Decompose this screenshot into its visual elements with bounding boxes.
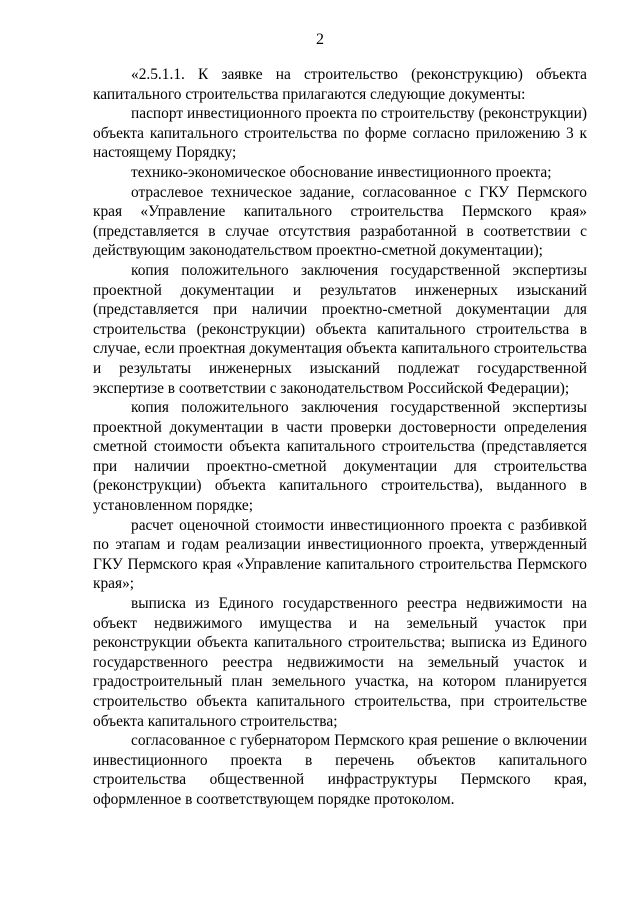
paragraph-intro: «2.5.1.1. К заявке на строительство (реконструкцию) объекта капитального строительства прилагаются следующие документы: (93, 66, 587, 103)
paragraph-registry-extract: выписка из Единого государственного реестра недвижимости на объект недвижимого имущества и на земельный участок при реконструкции объекта капитального строительства; выписка из Единого государственного реестра недвижимости на земельный участок и градостроительный план земельного участка, на котором планируется строительство объекта капитального строительства, при строительстве объекта капитального строительства; (93, 595, 587, 730)
paragraph-cost-calculation: расчет оценочной стоимости инвестиционного проекта с разбивкой по этапам и годам реализации инвестиционного проекта, утвержденный ГКУ Пермского края «Управление капитального строительства Пермского края»; (93, 516, 587, 593)
paragraph-passport: паспорт инвестиционного проекта по строительству (реконструкции) объекта капитального строительства по форме согласно приложению 3 к настоящему Порядку; (93, 105, 587, 162)
paragraph-technical-task: отраслевое техническое задание, согласованное с ГКУ Пермского края «Управление капитального строительства Пермского края» (представляется в случае отсутствия разработанной в соответствии с действующим законодательством проектно-сметной документации); (93, 183, 587, 260)
paragraph-feasibility: технико-экономическое обоснование инвестиционного проекта; (131, 163, 552, 181)
paragraph-estimate-expertise: копия положительного заключения государственной экспертизы проектной документации в части проверки достоверности определения сметной стоимости объекта капитального строительства (представляется при наличии проектно-сметной документации для строительства (реконструкции) объекта капитального строительства), выданного в установленном порядке; (93, 399, 587, 515)
paragraph-expertise-copy: копия положительного заключения государственной экспертизы проектной документации и результатов инженерных изысканий (представляется при наличии проектно-сметной документации для строительства (реконструкции) объекта капитального строительства в случае, если проектная документация объекта капитального строительства и результаты инженерных изысканий подлежат государственной экспертизе в соответствии с законодательством Российской Федерации); (93, 261, 587, 397)
page-number: 2 (316, 31, 324, 48)
document-body (93, 65, 587, 810)
paragraph-governor-decision: согласованное с губернатором Пермского края решение о включении инвестиционного проекта в перечень объектов капитального строительства общественной инфраструктуры Пермского края, оформленное в соответствующем порядке протоколом. (93, 732, 587, 808)
